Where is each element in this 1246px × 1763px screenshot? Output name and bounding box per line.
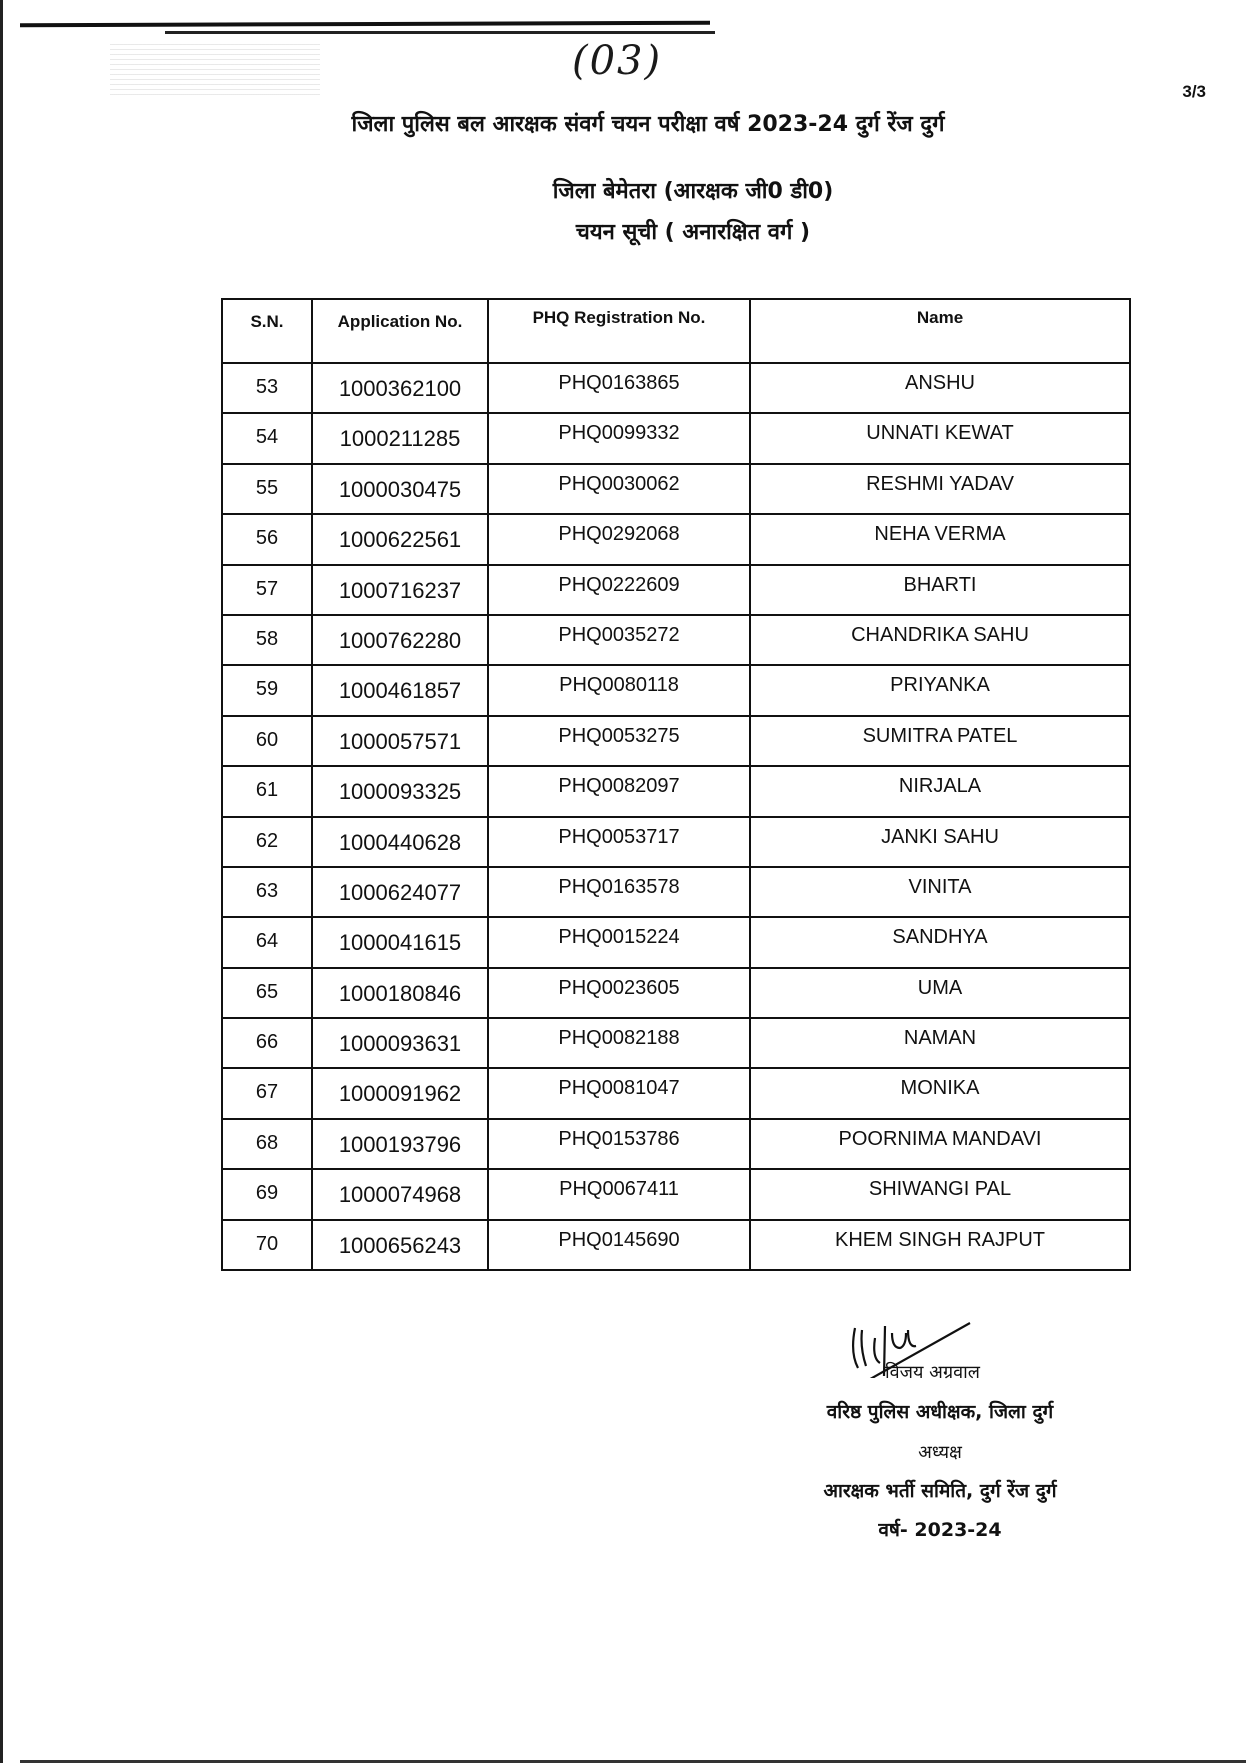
cell-name: MONIKA — [750, 1068, 1130, 1118]
scan-artifact-bar — [20, 21, 710, 27]
cell-application-no: 1000093325 — [312, 766, 488, 816]
cell-name: KHEM SINGH RAJPUT — [750, 1220, 1130, 1270]
cell-phq-registration-no: PHQ0067411 — [488, 1169, 750, 1219]
cell-name: VINITA — [750, 867, 1130, 917]
cell-phq-registration-no: PHQ0030062 — [488, 464, 750, 514]
cell-application-no: 1000362100 — [312, 363, 488, 413]
cell-application-no: 1000193796 — [312, 1119, 488, 1169]
cell-application-no: 1000622561 — [312, 514, 488, 564]
cell-application-no: 1000091962 — [312, 1068, 488, 1118]
cell-sn: 66 — [222, 1018, 312, 1068]
table-row — [222, 766, 1130, 816]
cell-name: UNNATI KEWAT — [750, 413, 1130, 463]
table-row — [222, 363, 1130, 413]
signatory-name: विजय अग्रवाल — [885, 1362, 980, 1383]
cell-sn: 61 — [222, 766, 312, 816]
table-row — [222, 413, 1130, 463]
cell-name: JANKI SAHU — [750, 817, 1130, 867]
cell-name: BHARTI — [750, 565, 1130, 615]
cell-application-no: 1000762280 — [312, 615, 488, 665]
cell-phq-registration-no: PHQ0053717 — [488, 817, 750, 867]
cell-name: RESHMI YADAV — [750, 464, 1130, 514]
table-row — [222, 665, 1130, 715]
table-row — [222, 464, 1130, 514]
cell-phq-registration-no: PHQ0035272 — [488, 615, 750, 665]
cell-sn: 65 — [222, 968, 312, 1018]
table-row — [222, 565, 1130, 615]
cell-sn: 64 — [222, 917, 312, 967]
table-row — [222, 1068, 1130, 1118]
cell-phq-registration-no: PHQ0163865 — [488, 363, 750, 413]
cell-name: POORNIMA MANDAVI — [750, 1119, 1130, 1169]
cell-sn: 60 — [222, 716, 312, 766]
cell-sn: 67 — [222, 1068, 312, 1118]
district-subtitle: जिला बेमेतरा (आरक्षक जी0 डी0) — [552, 179, 834, 204]
cell-name: NIRJALA — [750, 766, 1130, 816]
table-row — [222, 1119, 1130, 1169]
page-indicator: 3/3 — [1182, 82, 1206, 101]
signature-year: वर्ष- 2023-24 — [878, 1519, 1002, 1541]
cell-sn: 56 — [222, 514, 312, 564]
cell-phq-registration-no: PHQ0153786 — [488, 1119, 750, 1169]
header-sn: S.N. — [222, 299, 312, 363]
cell-application-no: 1000440628 — [312, 817, 488, 867]
committee-name: आरक्षक भर्ती समिति, दुर्ग रेंज दुर्ग — [823, 1480, 1057, 1502]
cell-phq-registration-no: PHQ0023605 — [488, 968, 750, 1018]
cell-sn: 58 — [222, 615, 312, 665]
cell-name: ANSHU — [750, 363, 1130, 413]
cell-application-no: 1000211285 — [312, 413, 488, 463]
cell-application-no: 1000716237 — [312, 565, 488, 615]
cell-sn: 68 — [222, 1119, 312, 1169]
cell-name: PRIYANKA — [750, 665, 1130, 715]
cell-sn: 63 — [222, 867, 312, 917]
cell-application-no: 1000057571 — [312, 716, 488, 766]
scan-edge-left — [0, 0, 3, 1763]
cell-phq-registration-no: PHQ0082097 — [488, 766, 750, 816]
header-name: Name — [750, 299, 1130, 363]
cell-application-no: 1000461857 — [312, 665, 488, 715]
cell-application-no: 1000074968 — [312, 1169, 488, 1219]
table-row — [222, 968, 1130, 1018]
handwritten-page-number: (03) — [572, 38, 663, 84]
cell-sn: 70 — [222, 1220, 312, 1270]
cell-name: UMA — [750, 968, 1130, 1018]
table-row — [222, 1018, 1130, 1068]
cell-phq-registration-no: PHQ0082188 — [488, 1018, 750, 1068]
signatory-designation: वरिष्ठ पुलिस अधीक्षक, जिला दुर्ग — [826, 1401, 1054, 1423]
signatory-role: अध्यक्ष — [918, 1442, 962, 1463]
cell-application-no: 1000030475 — [312, 464, 488, 514]
table-row — [222, 716, 1130, 766]
cell-phq-registration-no: PHQ0222609 — [488, 565, 750, 615]
list-subtitle: चयन सूची ( अनारक्षित वर्ग ) — [575, 220, 811, 245]
cell-phq-registration-no: PHQ0145690 — [488, 1220, 750, 1270]
cell-sn: 62 — [222, 817, 312, 867]
cell-phq-registration-no: PHQ0099332 — [488, 413, 750, 463]
header-phq-registration-no: PHQ Registration No. — [488, 299, 750, 363]
table-row — [222, 514, 1130, 564]
cell-phq-registration-no: PHQ0081047 — [488, 1068, 750, 1118]
scan-artifact-bar — [165, 31, 715, 34]
cell-sn: 55 — [222, 464, 312, 514]
cell-sn: 53 — [222, 363, 312, 413]
cell-name: SHIWANGI PAL — [750, 1169, 1130, 1219]
table-row — [222, 1169, 1130, 1219]
cell-phq-registration-no: PHQ0053275 — [488, 716, 750, 766]
cell-sn: 54 — [222, 413, 312, 463]
cell-phq-registration-no: PHQ0292068 — [488, 514, 750, 564]
scan-artifact-noise — [110, 40, 320, 95]
table-row — [222, 1220, 1130, 1270]
cell-sn: 59 — [222, 665, 312, 715]
header-application-no: Application No. — [312, 299, 488, 363]
table-row — [222, 867, 1130, 917]
table-header-row — [222, 299, 1130, 363]
selection-list-table — [221, 298, 1131, 1271]
cell-phq-registration-no: PHQ0163578 — [488, 867, 750, 917]
cell-application-no: 1000093631 — [312, 1018, 488, 1068]
cell-name: NAMAN — [750, 1018, 1130, 1068]
cell-sn: 69 — [222, 1169, 312, 1219]
cell-name: SUMITRA PATEL — [750, 716, 1130, 766]
cell-sn: 57 — [222, 565, 312, 615]
cell-application-no: 1000624077 — [312, 867, 488, 917]
cell-phq-registration-no: PHQ0015224 — [488, 917, 750, 967]
table-row — [222, 817, 1130, 867]
cell-name: CHANDRIKA SAHU — [750, 615, 1130, 665]
cell-application-no: 1000656243 — [312, 1220, 488, 1270]
cell-application-no: 1000041615 — [312, 917, 488, 967]
table-row — [222, 615, 1130, 665]
document-title: जिला पुलिस बल आरक्षक संवर्ग चयन परीक्षा वर्ष 2023-24 दुर्ग रेंज दुर्ग — [351, 112, 945, 137]
cell-name: SANDHYA — [750, 917, 1130, 967]
cell-application-no: 1000180846 — [312, 968, 488, 1018]
table-row — [222, 917, 1130, 967]
cell-phq-registration-no: PHQ0080118 — [488, 665, 750, 715]
cell-name: NEHA VERMA — [750, 514, 1130, 564]
